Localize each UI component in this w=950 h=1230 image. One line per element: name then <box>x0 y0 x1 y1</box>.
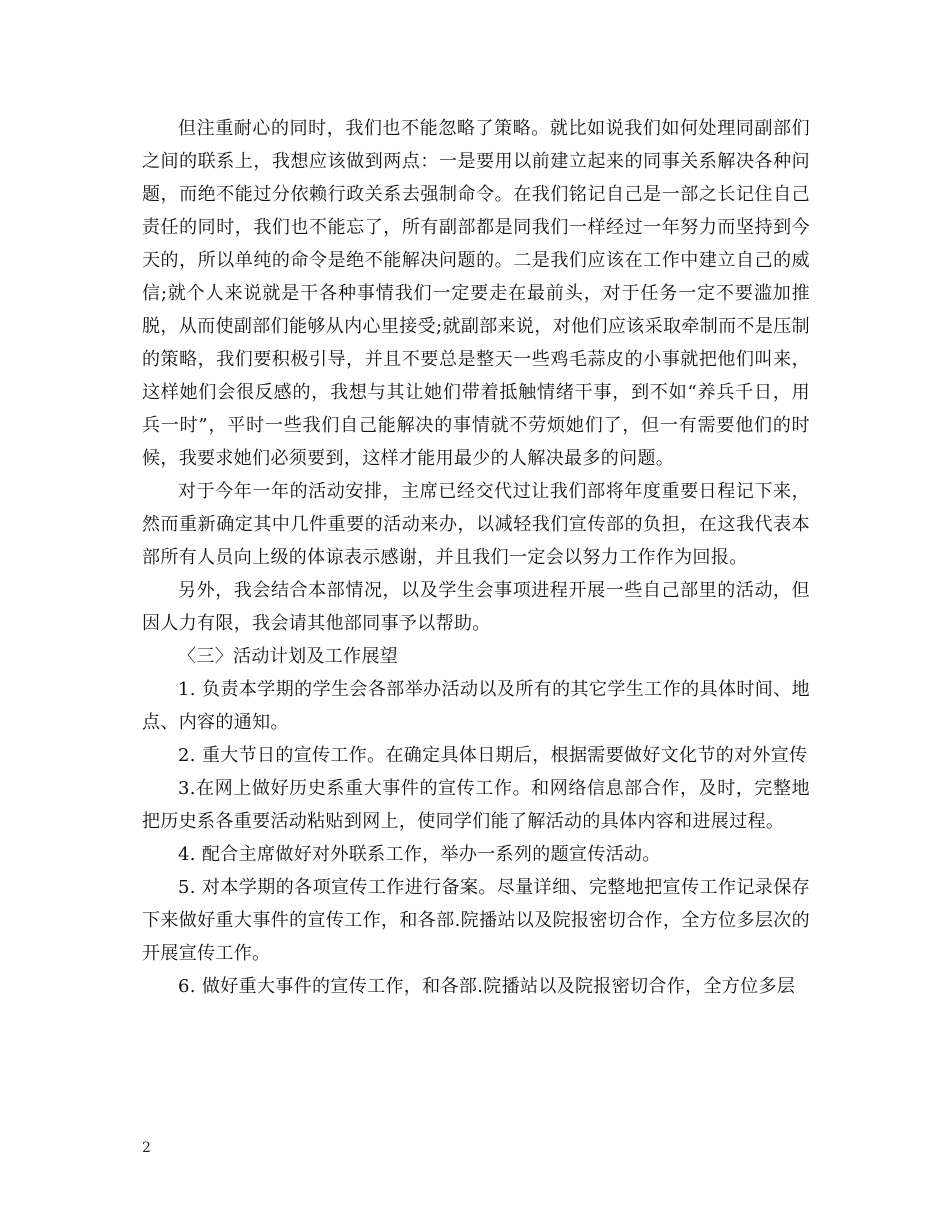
paragraph-department-activities: 另外，我会结合本部情况，以及学生会事项进程开展一些自己部里的活动，但因人力有限，我会请其他部同事予以帮助。 <box>142 580 810 634</box>
list-item-3: 3.在网上做好历史系重大事件的宣传工作。和网络信息部合作，及时，完整地把历史系各重要活动粘贴到网上，使同学们能了解活动的具体内容和进展过程。 <box>142 778 810 832</box>
paragraph-annual-activities: 对于今年一年的活动安排，主席已经交代过让我们部将年度重要日程记下来，然而重新确定其中几件重要的活动来办，以减轻我们宣传部的负担，在这我代表本部所有人员向上级的体谅表示感谢，并且我们一定会以努力工作作为回报。 <box>142 481 810 568</box>
list-item-4: 4. 配合主席做好对外联系工作，举办一系列的题宣传活动。 <box>178 844 661 865</box>
section-heading-plan: 〈三〉活动计划及工作展望 <box>178 646 399 667</box>
page-number: 2 <box>142 1140 151 1156</box>
paragraph-strategy: 但注重耐心的同时，我们也不能忽略了策略。就比如说我们如何处理同副部们之间的联系上，我想应该做到两点：一是要用以前建立起来的同事关系解决各种问题，而绝不能过分依赖行政关系去强制命令。在我们铭记自己是一部之长记住自己责任的同时，我们也不能忘了，所有副部都是同我们一样经过一年努力而坚持到今天的，所以单纯的命令是绝不能解决问题的。二是我们应该在工作中建立自己的威信;就个人来说就是干各种事情我们一定要走在最前头，对于任务一定不要滥加推脱，从而使副部们能够从内心里接受;就副部来说，对他们应该采取牵制而不是压制的策略，我们要积极引导，并且不要总是整天一些鸡毛蒜皮的小事就把他们叫来，这样她们会很反感的，我想与其让她们带着抵触情绪干事，到不如“养兵千日，用兵一时”，平时一些我们自己能解决的事情就不劳烦她们了，但一有需要他们的时候，我要求她们必须要到，这样才能用最少的人解决最多的问题。 <box>142 118 810 469</box>
document-body <box>142 112 810 1003</box>
list-item-6: 6. 做好重大事件的宣传工作，和各部.院播站以及院报密切合作，全方位多层 <box>178 976 796 997</box>
list-item-1: 1. 负责本学期的学生会各部举办活动以及所有的其它学生工作的具体时间、地点、内容的通知。 <box>142 679 810 733</box>
list-item-5: 5. 对本学期的各项宣传工作进行备案。尽量详细、完整地把宣传工作记录保存下来做好重大事件的宣传工作，和各部.院播站以及院报密切合作，全方位多层次的开展宣传工作。 <box>142 877 810 964</box>
list-item-2: 2. 重大节日的宣传工作。在确定具体日期后，根据需要做好文化节的对外宣传 <box>178 745 808 766</box>
